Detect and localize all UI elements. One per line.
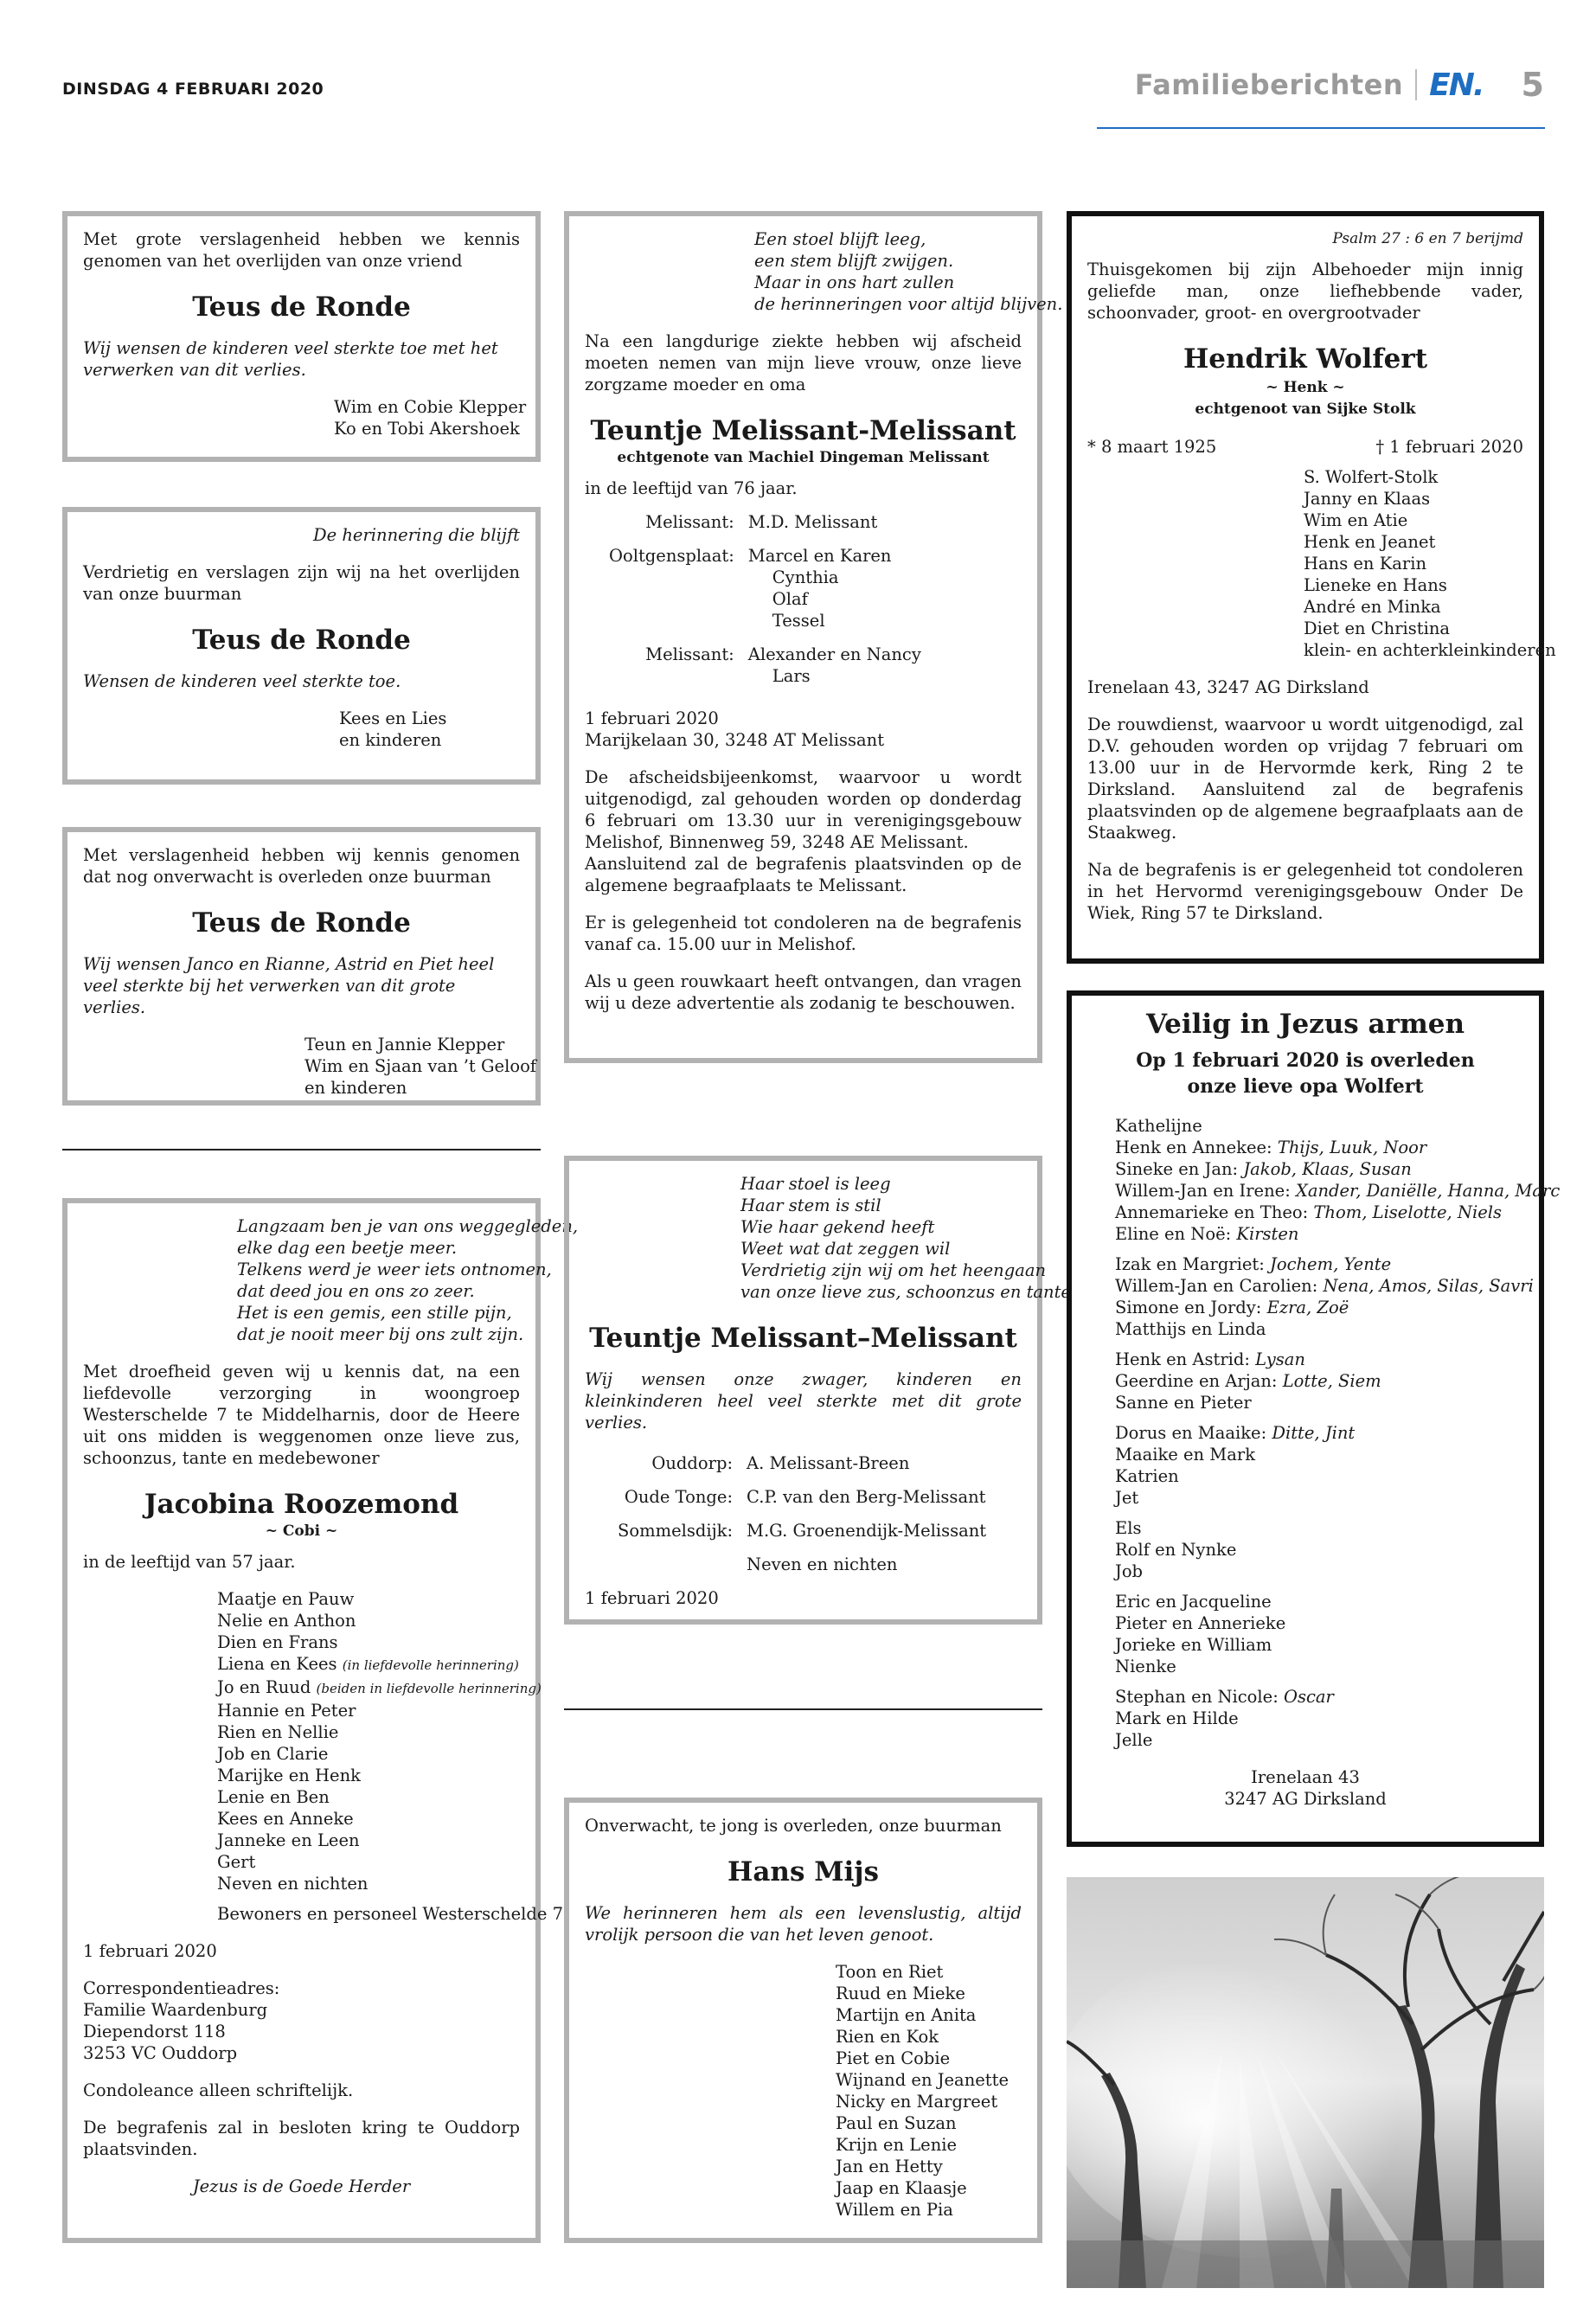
family-line: Job [1115, 1561, 1144, 1581]
family-line: Dorus en Maaike: Ditte, Jint [1115, 1423, 1356, 1443]
service-info: De afscheidsbijeenkomst, waarvoor u wordt uitgenodigd, zal gehouden worden op donderdag 6 februari om 13.30 uur in verenigingsgebouw Melishof, Binnenweg 59, 3248 AE Melissant. [585, 767, 1022, 852]
signer: Ruud en Mieke [836, 1984, 965, 2003]
family-line: Kathelijne [1115, 1116, 1202, 1136]
family-line: Willem-Jan en Carolien: Nena, Amos, Silas, Savri [1115, 1276, 1534, 1296]
family-line: Jo en Ruud (beiden in liefdevolle herinnering) [217, 1677, 542, 1697]
notice-teuntje-2 [564, 1156, 1071, 1625]
notice-poem [585, 1173, 1071, 1303]
poem-line: Langzaam ben je van ons weggegleden, [237, 1216, 579, 1236]
notice-verse: Psalm 27 : 6 en 7 berijmd [1332, 230, 1523, 247]
family-line: Pieter en Annerieke [1115, 1613, 1286, 1633]
family-row: Ouddorp: A. Melissant-Breen [651, 1453, 910, 1473]
family-line: Henk en Annekee: Thijs, Luuk, Noor [1115, 1138, 1427, 1157]
notice-teus-3 [62, 827, 541, 1106]
family-line: Eline en Noë: Kirsten [1115, 1224, 1299, 1244]
signer: Toon en Riet [836, 1962, 944, 1982]
service-info: De rouwdienst, waarvoor u wordt uitgenodigd, zal D.V. gehouden worden op vrijdag 7 februari om 13.00 uur in de Hervormde kerk, Ring 2 te Dirksland. Aansluitend zal de begrafenis plaatsvinden op de algemene begraafplaats aan de Staakweg. [1087, 715, 1523, 843]
notice-date: 1 februari 2020 [585, 1588, 719, 1608]
family-line: Lieneke en Hans [1304, 575, 1447, 595]
family-line: Rolf en Nynke [1115, 1540, 1237, 1560]
correspondence-address: Correspondentieadres: Familie Waardenburg Diependorst 118 3253 VC Ouddorp [83, 1978, 280, 2063]
poem-line: Een stoel blijft leeg, [754, 229, 926, 249]
family-row: Neven en nichten [747, 1554, 898, 1574]
deceased-nickname: ~ Henk ~ [1266, 379, 1345, 396]
poem-line: dat je nooit meer bij ons zult zijn. [237, 1324, 524, 1344]
closing-line: Jezus is de Goede Herder [192, 2176, 411, 2196]
notice-teus-1 [62, 211, 541, 462]
family-line: Wim en Atie [1304, 510, 1408, 530]
notice-message: Wij wensen onze zwager, kinderen en kleinkinderen heel veel sterkte met dit grote verlies. [585, 1369, 1022, 1433]
family-line: Matthijs en Linda [1115, 1319, 1266, 1339]
signer: Piet en Cobie [836, 2048, 951, 2068]
family-line: Nienke [1115, 1657, 1176, 1676]
notice-poem [83, 1215, 579, 1345]
notice-intro: Met verslagenheid hebben wij kennis genomen dat nog onverwacht is overleden onze buurman [83, 845, 520, 887]
birth-date: * 8 maart 1925 [1087, 437, 1217, 457]
signer: Willem en Pia [836, 2200, 953, 2220]
family-line: Rien en Nellie [217, 1722, 339, 1742]
signer: Nicky en Margreet [836, 2092, 998, 2112]
section-title: Familieberichten [1134, 68, 1404, 101]
signer: Wijnand en Jeanette [836, 2070, 1009, 2090]
family-line: Diet en Christina [1304, 619, 1451, 638]
poem-line: Maar in ons hart zullen [754, 272, 955, 292]
family-line: Jet [1115, 1488, 1139, 1508]
notice-hans [564, 1798, 1042, 2243]
notice-intro: Na een langdurige ziekte hebben wij afscheid moeten nemen van mijn lieve vrouw, onze lieve zorgzame moeder en oma [585, 331, 1022, 394]
notice-opa-wolfert [1067, 990, 1561, 1847]
signer: Wim en Sjaan van ’t Geloof [304, 1056, 537, 1076]
burial-info: Aansluitend zal de begrafenis plaatsvinden op de algemene begraafplaats te Melissant. [585, 854, 1022, 895]
signer: Rien en Kok [836, 2027, 939, 2047]
family-line: Hans en Karin [1304, 554, 1427, 574]
poem-line: Weet wat dat zeggen wil [740, 1239, 951, 1259]
deceased-name: Teus de Ronde [192, 907, 411, 939]
family-row: Melissant: Alexander en Nancy Lars [645, 644, 921, 686]
signer: Jan en Hetty [836, 2157, 943, 2176]
poem-line: Haar stem is stil [740, 1195, 881, 1215]
notice-intro: Onverwacht, te jong is overleden, onze buurman [585, 1816, 1002, 1836]
family-line: Neven en nichten [217, 1874, 369, 1894]
signer: Wim en Cobie Klepper [334, 397, 527, 417]
family-line: Gert [217, 1852, 256, 1872]
card-note: Als u geen rouwkaart heeft ontvangen, dan vragen wij u deze advertentie als zodanig te beschouwen. [585, 971, 1022, 1013]
signers [83, 1034, 537, 1099]
home-address: 3247 AG Dirksland [1224, 1789, 1387, 1809]
family-list [83, 1588, 563, 1925]
signers [585, 1961, 1022, 2221]
family-line: Sineke en Jan: Jakob, Klaas, Susan [1115, 1159, 1412, 1179]
condolence-note: Er is gelegenheid tot condoleren na de begrafenis vanaf ca. 15.00 uur in Melishof. [585, 913, 1022, 954]
deceased-name: Hans Mijs [727, 1856, 879, 1888]
family-table [618, 1452, 986, 1587]
deceased-name: Jacobina Roozemond [144, 1489, 459, 1520]
signer: Krijn en Lenie [836, 2135, 958, 2155]
family-line: Jelle [1115, 1730, 1153, 1750]
notice-subtitle: onze lieve opa Wolfert [1187, 1075, 1424, 1098]
column-rule [62, 1149, 541, 1150]
family-line: Stephan en Nicole: Oscar [1115, 1687, 1334, 1707]
signer: en kinderen [304, 1078, 407, 1098]
poem-line: Wie haar gekend heeft [740, 1217, 935, 1237]
notice-intro: Verdrietig en verslagen zijn wij na het overlijden van onze buurman [83, 562, 520, 604]
notice-message: Wij wensen Janco en Rianne, Astrid en Piet heel veel sterkte bij het verwerken van dit grote verlies. [83, 954, 495, 1017]
spouse-line: echtgenoot van Sijke Stolk [1195, 401, 1416, 418]
family-line: Geerdine en Arjan: Lotte, Siem [1115, 1371, 1381, 1391]
family-line: Henk en Jeanet [1304, 532, 1436, 552]
notice-intro: Thuisgekomen bij zijn Albehoeder mijn innig geliefde man, onze liefhebbende vader, schoonvader, groot- en overgrootvader [1087, 260, 1523, 323]
deceased-age: in de leeftijd van 57 jaar. [83, 1552, 296, 1572]
family-line: Katrien [1115, 1466, 1179, 1486]
notice-intro: Met droefheid geven wij u kennis dat, na een liefdevolle verzorging in woongroep Westerschelde 7 te Middelharnis, door de Heere uit ons midden is weggenomen onze lieve zus, schoonzus, tante en medebewoner [83, 1362, 520, 1468]
family-row: Sommelsdijk: M.G. Groenendijk-Melissant [618, 1521, 987, 1541]
header-rule [1097, 127, 1545, 129]
notice-date: 1 februari 2020 [585, 708, 719, 728]
family-line: Dien en Frans [217, 1632, 338, 1652]
family-list [1087, 466, 1556, 661]
signer: Paul en Suzan [836, 2113, 957, 2133]
signer: Teun en Jannie Klepper [304, 1035, 505, 1054]
residents-line: Bewoners en personeel Westerschelde 7 [217, 1904, 563, 1924]
deceased-name: Teuntje Melissant-Melissant [590, 415, 1016, 446]
deceased-nickname: ~ Cobi ~ [265, 1522, 338, 1540]
signer: en kinderen [339, 730, 442, 750]
notice-hendrik [1067, 211, 1556, 964]
notice-poem [585, 228, 1063, 315]
poem-line: de herinneringen voor altijd blijven. [754, 294, 1063, 314]
poem-line: dat deed jou en ons zo zeer. [237, 1281, 475, 1301]
deceased-name: Hendrik Wolfert [1183, 343, 1428, 375]
notice-teuntje-1 [564, 211, 1063, 1063]
notice-intro: Met grote verslagenheid hebben we kennis genomen van het overlijden van onze vriend [83, 229, 520, 271]
home-address: Irenelaan 43 [1251, 1767, 1360, 1787]
home-address: Marijkelaan 30, 3248 AT Melissant [585, 730, 885, 750]
home-address: Irenelaan 43, 3247 AG Dirksland [1087, 677, 1369, 697]
forest-sunbeam-photo [1067, 1877, 1544, 2288]
spouse-line: echtgenote van Machiel Dingeman Melissant [617, 449, 990, 466]
family-line: Janny en Klaas [1304, 489, 1431, 509]
notice-message: Wensen de kinderen veel sterkte toe. [83, 671, 401, 691]
poem-line: Telkens werd je weer iets ontnomen, [237, 1259, 552, 1279]
family-line: Eric en Jacqueline [1115, 1592, 1272, 1612]
signer: Kees en Lies [339, 708, 447, 728]
notice-date: 1 februari 2020 [83, 1941, 217, 1961]
life-dates [1087, 436, 1523, 458]
family-line: Marijke en Henk [217, 1766, 361, 1785]
notice-motto: De herinnering die blijft [313, 525, 520, 545]
family-line: Els [1115, 1518, 1142, 1538]
family-line: Sanne en Pieter [1115, 1393, 1252, 1413]
family-line: Henk en Astrid: Lysan [1115, 1349, 1305, 1369]
deceased-name: Teus de Ronde [192, 292, 411, 323]
funeral-note: De begrafenis zal in besloten kring te Ouddorp plaatsvinden. [83, 2118, 520, 2159]
family-line: Job en Clarie [217, 1744, 329, 1764]
poem-line: van onze lieve zus, schoonzus en tante [740, 1282, 1071, 1302]
notice-message: We herinneren hem als een levenslustig, altijd vrolijk persoon die van het leven genoot. [585, 1903, 1022, 1945]
family-line: Hannie en Peter [217, 1701, 356, 1721]
notice-message: Wij wensen de kinderen veel sterkte toe met het verwerken van dit verlies. [83, 338, 498, 380]
notice-teus-2 [62, 507, 541, 785]
grandchildren-list [1087, 1115, 1561, 1751]
poem-line: Het is een gemis, een stille pijn, [237, 1303, 512, 1323]
masthead-divider [1415, 69, 1417, 100]
masthead [1135, 66, 1544, 104]
family-row: Oude Tonge: C.P. van den Berg-Melissant [624, 1487, 986, 1507]
family-line: Nelie en Anthon [217, 1611, 356, 1631]
family-line: Mark en Hilde [1115, 1708, 1239, 1728]
poem-line: een stem blijft zwijgen. [754, 251, 954, 271]
family-line: Simone en Jordy: Ezra, Zoë [1115, 1298, 1349, 1317]
signer: Martijn en Anita [836, 2005, 977, 2025]
family-line: Maatje en Pauw [217, 1589, 355, 1609]
family-line: Jorieke en William [1115, 1635, 1272, 1655]
condolence-note: Condoleance alleen schriftelijk. [83, 2080, 354, 2100]
page-number: 5 [1521, 66, 1544, 104]
family-row: Melissant: M.D. Melissant [645, 512, 878, 532]
family-line: S. Wolfert-Stolk [1304, 467, 1439, 487]
family-line: Lenie en Ben [217, 1787, 330, 1807]
poem-line: elke dag een beetje meer. [237, 1238, 458, 1258]
family-line: Willem-Jan en Irene: Xander, Daniëlle, Hanna, Marc [1115, 1181, 1561, 1201]
signer: Jaap en Klaasje [836, 2178, 967, 2198]
notice-jacobina [62, 1198, 579, 2243]
en-logo: EN. [1429, 67, 1484, 103]
family-line: Izak en Margriet: Jochem, Yente [1115, 1254, 1392, 1274]
family-line: klein- en achterkleinkinderen [1304, 640, 1556, 660]
condolence-note: Na de begrafenis is er gelegenheid tot condoleren in het Hervormd verenigingsgebouw Onder De Wiek, Ring 57 te Dirksland. [1087, 860, 1523, 923]
poem-line: Verdrietig zijn wij om het heengaan [740, 1260, 1047, 1280]
notice-subtitle: Op 1 februari 2020 is overleden [1136, 1049, 1475, 1072]
poem-line: Haar stoel is leeg [740, 1174, 891, 1194]
family-line: André en Minka [1304, 597, 1441, 617]
family-line: Maaike en Mark [1115, 1445, 1256, 1465]
family-line: Annemarieke en Theo: Thom, Liselotte, Niels [1115, 1202, 1503, 1222]
notice-title: Veilig in Jezus armen [1145, 1009, 1465, 1040]
column-rule [564, 1708, 1042, 1710]
page-date: DINSDAG 4 FEBRUARI 2020 [62, 80, 324, 99]
deceased-name: Teuntje Melissant–Melissant [589, 1323, 1017, 1354]
signers [83, 396, 527, 439]
family-table [609, 511, 921, 699]
deceased-name: Teus de Ronde [192, 625, 411, 656]
family-line: Kees en Anneke [217, 1809, 354, 1829]
family-row: Ooltgensplaat: Marcel en Karen Cynthia Olaf Tessel [609, 546, 892, 631]
family-line: Liena en Kees (in liefdevolle herinnering) [217, 1654, 519, 1674]
signer: Ko en Tobi Akershoek [334, 419, 520, 439]
family-line: Janneke en Leen [217, 1830, 360, 1850]
deceased-age: in de leeftijd van 76 jaar. [585, 478, 798, 498]
signers [83, 708, 520, 751]
death-date: † 1 februari 2020 [1375, 437, 1523, 457]
